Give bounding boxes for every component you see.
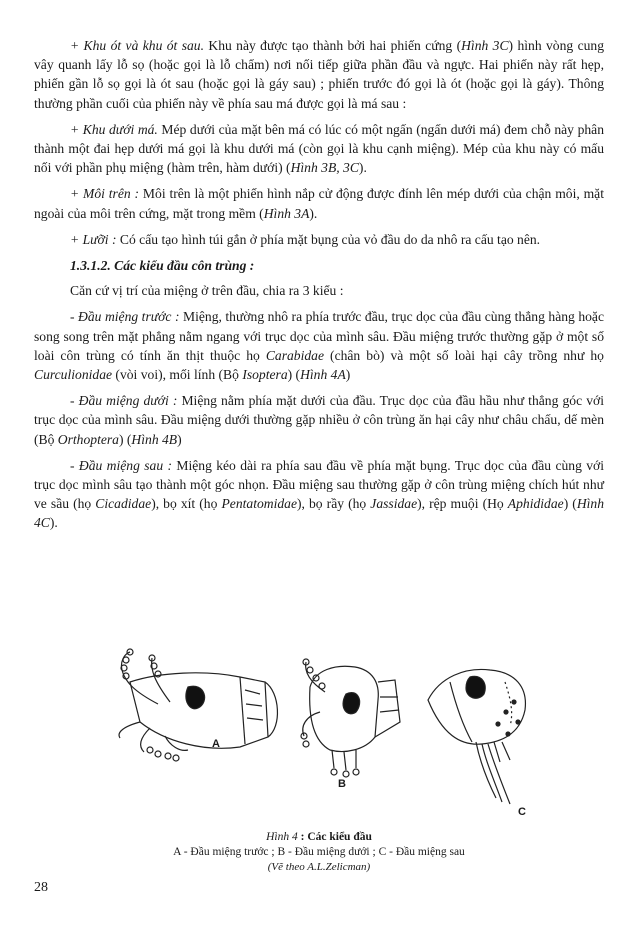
paragraph-text: Miệng kéo dài ra phía sau đầu về phía mặt bụng. Trục dọc của đầu cùng với trục dọc mình sâu tạo thành một góc nhọn. Đầu miệng sau thường gặp ở côn trùng miệng chích hút như ve sầu (họ [34, 457, 604, 512]
paragraph-text: (chân bò) và một số loài hại cây trồng như họ [324, 347, 604, 363]
term-lead: - Đầu miệng trước : [70, 309, 180, 325]
page-body [34, 36, 604, 540]
term-lead: + Môi trên : [70, 186, 140, 202]
taxon-name: Orthoptera [57, 431, 119, 447]
figure-label-c: C [518, 806, 526, 818]
taxon-name: Carabidae [265, 347, 324, 363]
head-drawing-a [119, 649, 277, 761]
paragraph-text: ). [49, 515, 58, 531]
taxon-name: Isoptera [242, 367, 288, 383]
page-number: 28 [34, 880, 48, 895]
paragraph-text: ) [177, 431, 182, 447]
paragraph-khu-duoi-ma [34, 120, 604, 178]
paragraph-luoi [34, 230, 604, 249]
paragraph-dau-mieng-sau [34, 456, 604, 533]
paragraph-dau-mieng-duoi [34, 391, 604, 449]
paragraph-text: Có cấu tạo hình túi gắn ở phía mặt bụng của vỏ đầu do da nhô ra cấu tạo nên. [116, 231, 541, 247]
paragraph-text: ) ( [118, 431, 132, 447]
paragraph-text: ) ( [563, 496, 577, 512]
paragraph-moi-tren [34, 184, 604, 222]
paragraph-text: ). [309, 205, 318, 221]
paragraph-text: ), bọ rầy (họ [297, 496, 371, 512]
taxon-name: Aphididae [507, 496, 564, 512]
paragraph-text: ) [345, 367, 351, 383]
figure-title: : Các kiểu đầu [297, 831, 372, 843]
head-drawing-b [301, 659, 400, 777]
term-lead: + Khu dưới má. [70, 121, 158, 137]
term-lead: + Lưỡi : [70, 231, 117, 247]
figure-head-types [110, 642, 530, 822]
paragraph-text: Miệng nằm phía mặt dưới của đầu. Trục dọc của đầu hầu như thẳng góc với trục dọc của mình sâu. Đầu miệng dưới thường gặp nhiều ở côn trùng ăn hại cây như châu chấu, dế mèn (Bộ [34, 393, 604, 447]
taxon-name: Cicadidae [95, 496, 152, 512]
paragraph-text: ), rệp muội (Họ [417, 496, 508, 512]
insect-head-illustrations [110, 642, 530, 822]
taxon-name: Jassidae [370, 496, 418, 512]
paragraph-text: ), bọ xít (họ [151, 496, 222, 512]
figure-ref: Hình 4B [131, 431, 178, 447]
figure-label-b: B [338, 778, 346, 790]
figure-ref: Hình 4A [300, 367, 346, 383]
term-lead: - Đầu miệng sau : [70, 457, 173, 473]
taxon-name: Curculionidae [34, 367, 113, 383]
paragraph-dau-mieng-truoc [34, 307, 604, 384]
figure-caption-credit: (Vẽ theo A.L.Zelicman) [267, 861, 371, 873]
paragraph-text: Môi trên là một phiến hình nắp cử động được đính lên mép dưới của chận môi, mặt ngoài của môi trên cứng, mặt trong mềm ( [34, 186, 604, 221]
paragraph-text: ) hình vòng cung vây quanh lấy lỗ sọ (hoặc gọi là lỗ chẩm) nơi nối tiếp giữa phần đầu và ngực. Hai phiến này rất hẹp, phiến gần lỗ sọ gọi là ót sau (hoặc gọi là gáy sau) ; phiến trước đó gọi là ót (hoặc gọi là gáy). Thông thường phần cuối của phiến này về phía sau má được gọi là má sau : [34, 38, 604, 111]
paragraph-khu-ot [34, 36, 604, 113]
figure-ref: Hình 3C [461, 38, 509, 53]
figure-caption-title [0, 830, 638, 845]
paragraph-text: Mép dưới của mặt bên má có lúc có một ngấn (ngấn dưới má) đem chỗ này phân thành một đai hẹp dưới má gọi là khu dưới má (còn gọi là khu cạnh miệng). Mép của khu này có mấu nối với phần phụ miệng (hàm trên, hàm dưới) ( [34, 121, 604, 176]
paragraph-text: ) ( [287, 367, 301, 383]
taxon-name: Pentatomidae [221, 496, 297, 512]
figure-ref: Hình 3A [263, 205, 310, 221]
paragraph-text: ). [358, 160, 367, 176]
paragraph-text: (vòi voi), mối lính (Bộ [112, 367, 243, 383]
paragraph-text: Khu này được tạo thành bởi hai phiến cứng ( [204, 38, 462, 53]
figure-number: Hình 4 [266, 831, 298, 843]
term-lead: + Khu ót và khu ót sau. [70, 38, 204, 53]
figure-label-a: A [212, 738, 220, 750]
paragraph-intro: Căn cứ vị trí của miệng ở trên đầu, chia ra 3 kiểu : [70, 283, 344, 299]
section-heading: 1.3.1.2. Các kiểu đầu côn trùng : [70, 258, 255, 274]
term-lead: - Đầu miệng dưới : [70, 393, 178, 409]
head-drawing-c [428, 669, 525, 804]
figure-ref: Hình 3B, 3C [290, 160, 359, 176]
figure-caption-description: A - Đầu miệng trước ; B - Đầu miệng dưới ; C - Đầu miệng sau [173, 846, 465, 858]
figure-ref: Hình 4C [34, 496, 605, 531]
paragraph-text: Miệng, thường nhô ra phía trước đầu, trục dọc của đầu cùng thẳng hàng hoặc song song trên mặt phẳng nằm ngang với trục dọc của mình sâu. Đầu miệng trước thường gặp ở một số loài côn trùng có tính ăn thịt thuộc họ [34, 309, 604, 363]
